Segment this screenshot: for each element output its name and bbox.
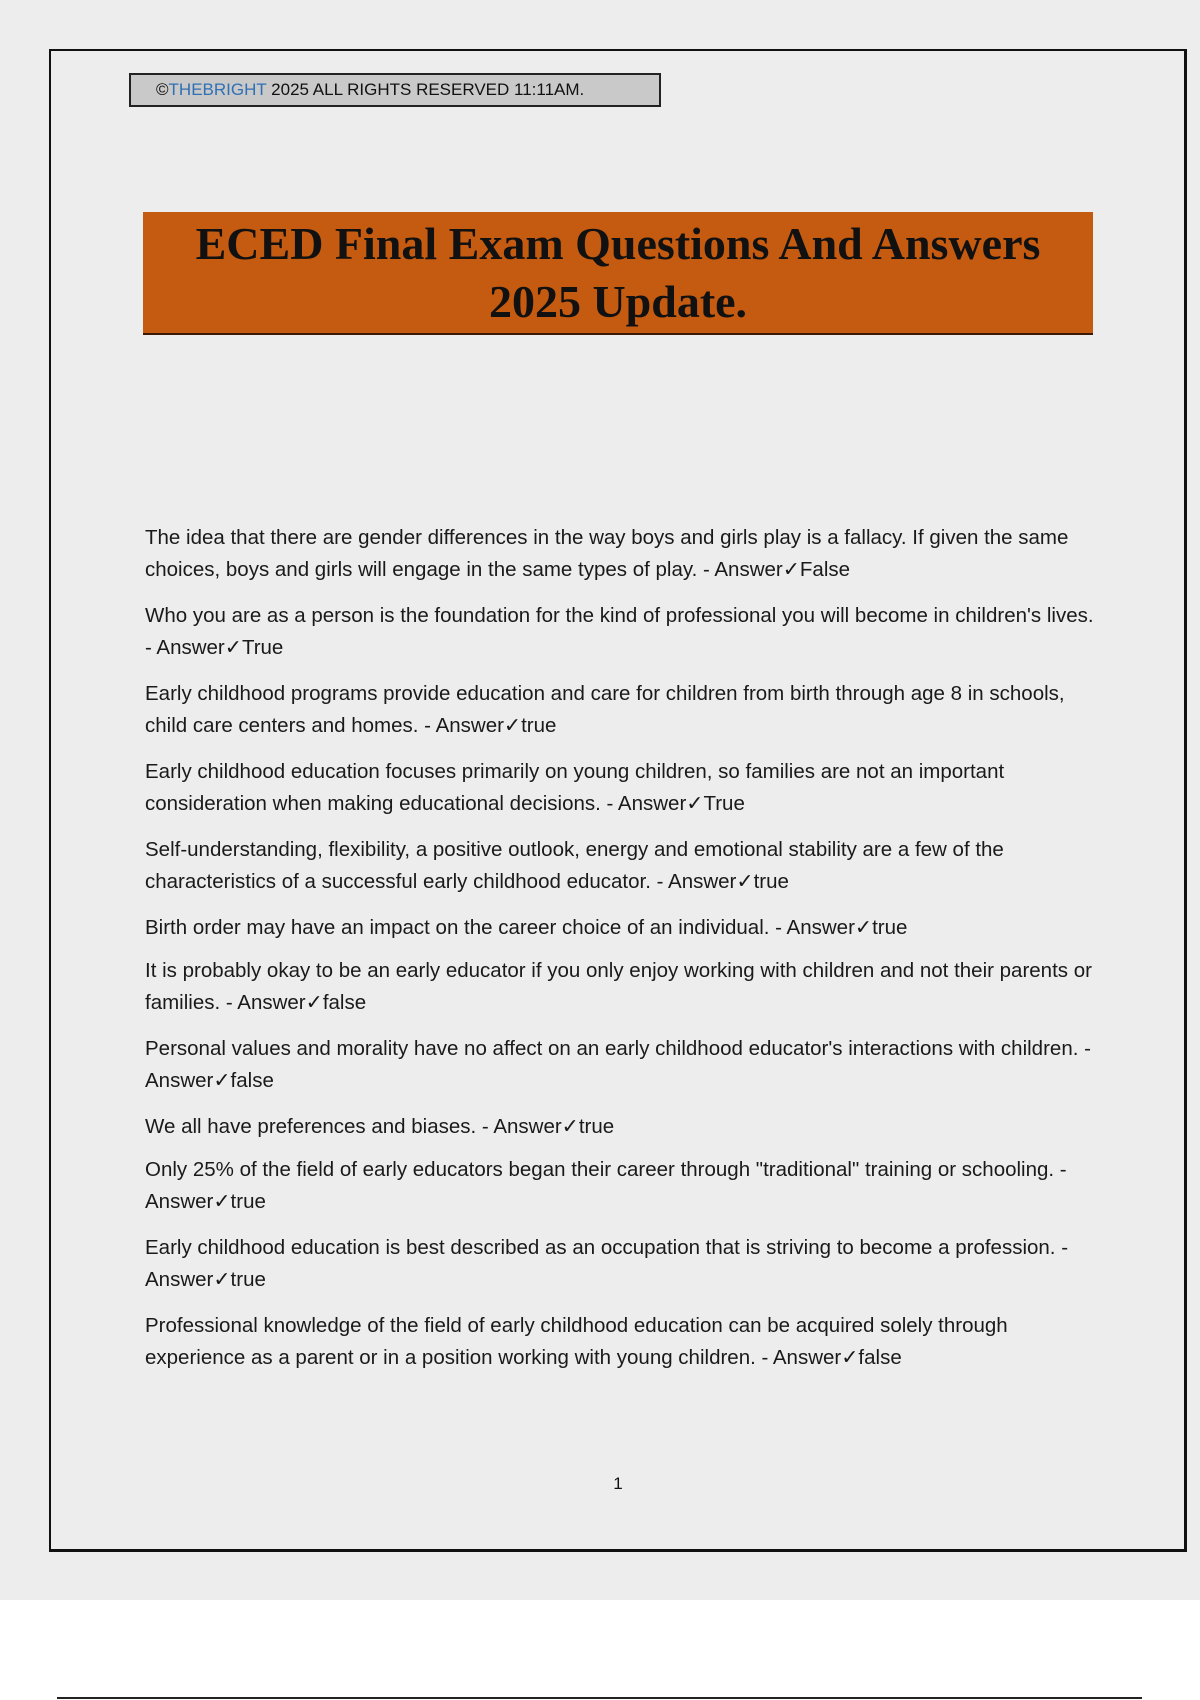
- title-banner: [143, 212, 1093, 335]
- question-text: Personal values and morality have no affect on an early childhood educator's interactions with children.: [145, 1037, 1079, 1060]
- answer-separator: - Answer✓: [145, 1037, 1091, 1092]
- answer-separator: - Answer✓: [600, 792, 704, 815]
- copyright-symbol: ©: [156, 80, 169, 99]
- answer-text: false: [230, 1069, 274, 1092]
- answer-text: true: [230, 1190, 266, 1213]
- question-text: Early childhood education focuses primarily on young children, so families are not an important consideration when making educational decisions.: [145, 760, 1005, 815]
- question-text: We all have preferences and biases.: [145, 1115, 477, 1138]
- question-text: It is probably okay to be an early educator if you only enjoy working with children and not their parents or families.: [145, 959, 1092, 1014]
- answer-text: true: [872, 916, 908, 939]
- answer-separator: - Answer✓: [755, 1346, 859, 1369]
- question-text: Self-understanding, flexibility, a positive outlook, energy and emotional stability are a few of the characteristics of a successful early childhood educator.: [145, 838, 1004, 893]
- copyright-text: 2025 ALL RIGHTS RESERVED 11:11AM.: [266, 80, 585, 99]
- qa-item: [145, 1154, 1095, 1218]
- title-line-2: 2025 Update.: [488, 275, 748, 327]
- copyright-banner: [129, 73, 661, 107]
- page-number: 1: [613, 1474, 623, 1493]
- brand-name: THEBRIGHT: [168, 80, 267, 99]
- answer-separator: - Answer✓: [145, 636, 242, 659]
- answer-separator: - Answer✓: [769, 916, 873, 939]
- question-text: Professional knowledge of the field of early childhood education can be acquired solely through experience as a parent or in a position working with young children.: [145, 1314, 1008, 1369]
- question-text: Who you are as a person is the foundation for the kind of professional you will become in children's lives.: [145, 604, 1094, 627]
- answer-separator: - Answer✓: [476, 1115, 579, 1138]
- answer-text: true: [230, 1268, 266, 1291]
- question-text: Only 25% of the field of early educators began their career through "traditional" training or schooling.: [145, 1158, 1055, 1181]
- question-text: Birth order may have an impact on the career choice of an individual.: [145, 916, 770, 939]
- qa-item: [145, 522, 1095, 586]
- qa-item: [145, 1033, 1095, 1097]
- qa-item: [145, 955, 1095, 1019]
- answer-separator: - Answer✓: [418, 714, 522, 737]
- question-text: Early childhood education is best described as an occupation that is striving to become a profession.: [145, 1236, 1056, 1259]
- title-line-1: ECED Final Exam Questions And Answers: [195, 217, 1041, 269]
- answer-text: true: [521, 714, 557, 737]
- question-text: Early childhood programs provide education and care for children from birth through age 8 in schools, child care centers and homes.: [145, 682, 1065, 737]
- qa-item: [145, 912, 1095, 944]
- answer-text: False: [799, 558, 851, 581]
- answer-text: false: [322, 991, 367, 1014]
- answer-separator: - Answer✓: [697, 558, 800, 581]
- answer-separator: - Answer✓: [145, 1158, 1067, 1213]
- qa-item: [145, 1111, 1095, 1143]
- qa-item: [145, 1232, 1095, 1296]
- question-text: The idea that there are gender differences in the way boys and girls play is a fallacy. If given the same choices, boys and girls will engage in the same types of play.: [145, 526, 1069, 581]
- answer-text: True: [241, 636, 284, 659]
- answer-separator: - Answer✓: [220, 991, 323, 1014]
- answer-separator: - Answer✓: [145, 1236, 1069, 1291]
- answer-separator: - Answer✓: [650, 870, 754, 893]
- qa-item: [145, 834, 1095, 898]
- answer-text: true: [753, 870, 789, 893]
- qa-item: [145, 600, 1095, 664]
- qa-item: [145, 678, 1095, 742]
- qa-item: [145, 1310, 1095, 1374]
- qa-item: [145, 756, 1095, 820]
- answer-text: false: [858, 1346, 902, 1369]
- answer-text: True: [703, 792, 745, 815]
- question-list: [145, 522, 1095, 1388]
- answer-text: true: [578, 1115, 615, 1138]
- next-page-rule: [57, 1697, 1142, 1699]
- document-title: [196, 215, 1041, 331]
